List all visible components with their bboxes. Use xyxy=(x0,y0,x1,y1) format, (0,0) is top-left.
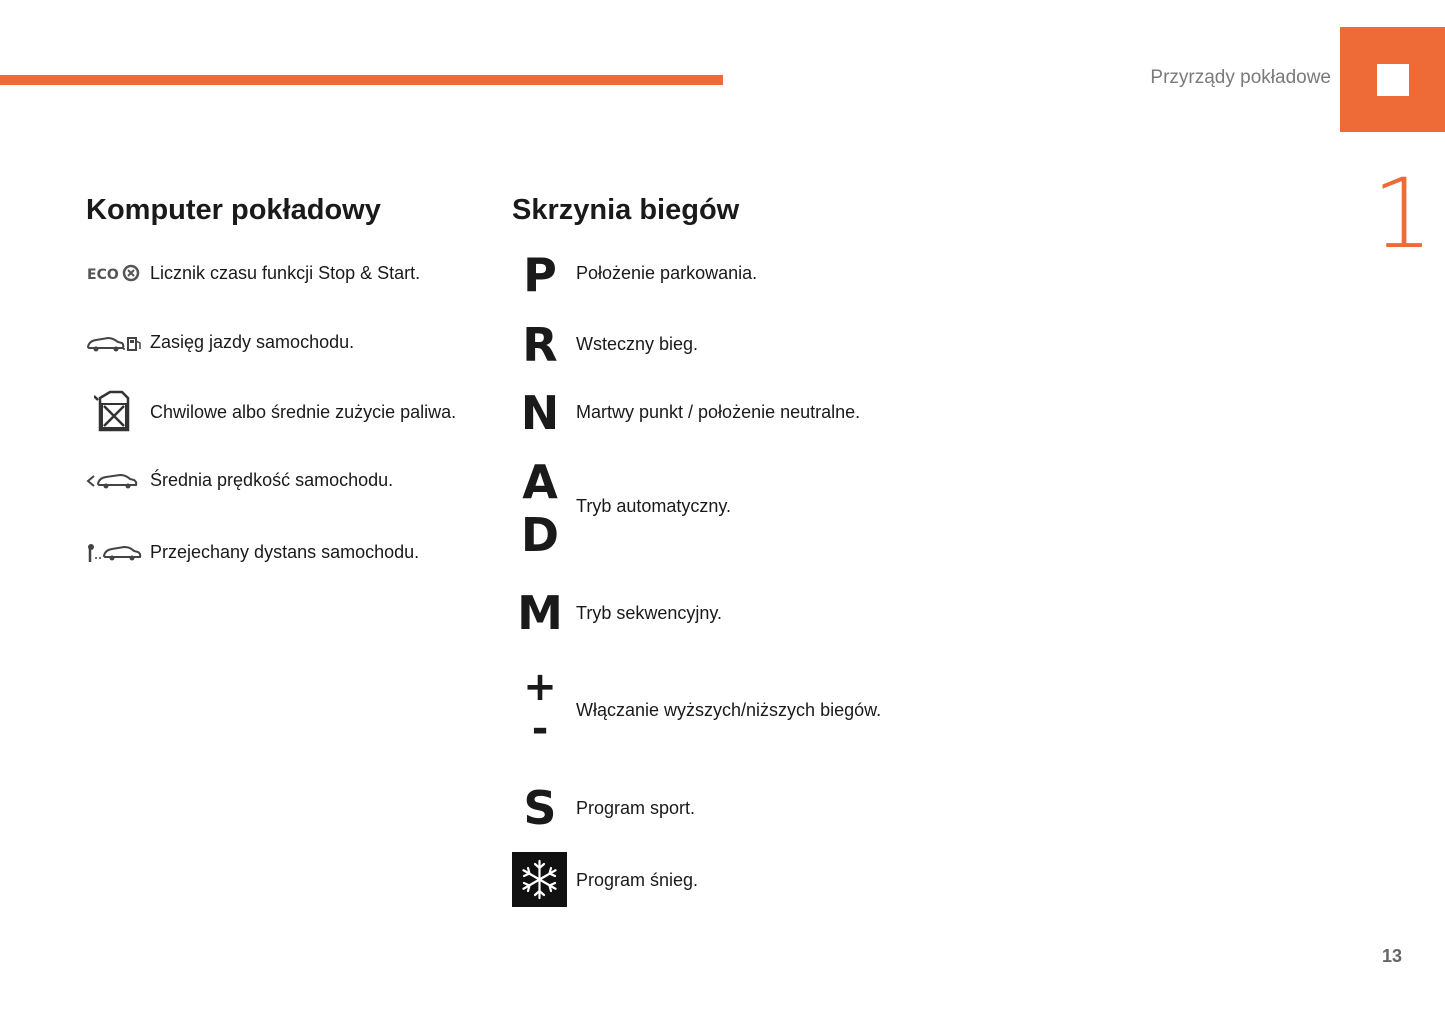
snowflake-icon xyxy=(512,852,567,907)
gear-s-symbol: S xyxy=(523,781,557,835)
gear-m-symbol: M xyxy=(517,586,563,640)
chapter-tab-square xyxy=(1377,64,1409,96)
eco-icon-text: ECO xyxy=(87,267,119,283)
gear-item-label: Program śnieg. xyxy=(576,870,699,890)
car-speed-icon xyxy=(86,470,142,492)
car-distance-icon xyxy=(86,542,142,564)
gear-item-label: Włączanie wyższych/niższych biegów. xyxy=(576,700,882,720)
gear-r-symbol: R xyxy=(522,318,558,372)
fuel-can-icon xyxy=(94,390,134,434)
gear-item-label: Wsteczny bieg. xyxy=(576,334,699,354)
gear-minus-symbol: - xyxy=(531,706,549,752)
page-number: 13 xyxy=(1382,946,1403,966)
trip-item-label: Średnia prędkość samochodu. xyxy=(150,470,394,490)
gear-item-label: Tryb automatyczny. xyxy=(576,496,732,516)
trip-item-label: Zasięg jazdy samochodu. xyxy=(150,332,355,352)
gear-n-symbol: N xyxy=(520,386,560,440)
gear-item-label: Tryb sekwencyjny. xyxy=(576,603,723,623)
page-section-title: Przyrządy pokładowe xyxy=(1150,67,1331,88)
gear-item-label: Program sport. xyxy=(576,798,696,818)
gear-p-symbol: P xyxy=(523,248,557,302)
trip-item-label: Przejechany dystans samochodu. xyxy=(150,542,420,562)
gear-item-label: Martwy punkt / położenie neutralne. xyxy=(576,402,861,422)
gear-plus-symbol: + xyxy=(523,664,557,710)
trip-item-label: Licznik czasu funkcji Stop & Start. xyxy=(150,263,421,283)
header-rule xyxy=(0,75,723,85)
eco-stop-start-icon xyxy=(86,262,142,284)
car-range-fuel-icon xyxy=(86,333,142,355)
trip-item-label: Chwilowe albo średnie zużycie paliwa. xyxy=(150,402,457,422)
chapter-number: 1 xyxy=(1372,158,1434,270)
gear-d-symbol: D xyxy=(520,508,560,562)
chapter-tab xyxy=(1340,27,1445,132)
gearbox-title: Skrzynia biegów xyxy=(512,194,740,226)
gear-a-symbol: A xyxy=(522,455,558,509)
trip-computer-title: Komputer pokładowy xyxy=(86,194,381,226)
gear-item-label: Położenie parkowania. xyxy=(576,263,758,283)
